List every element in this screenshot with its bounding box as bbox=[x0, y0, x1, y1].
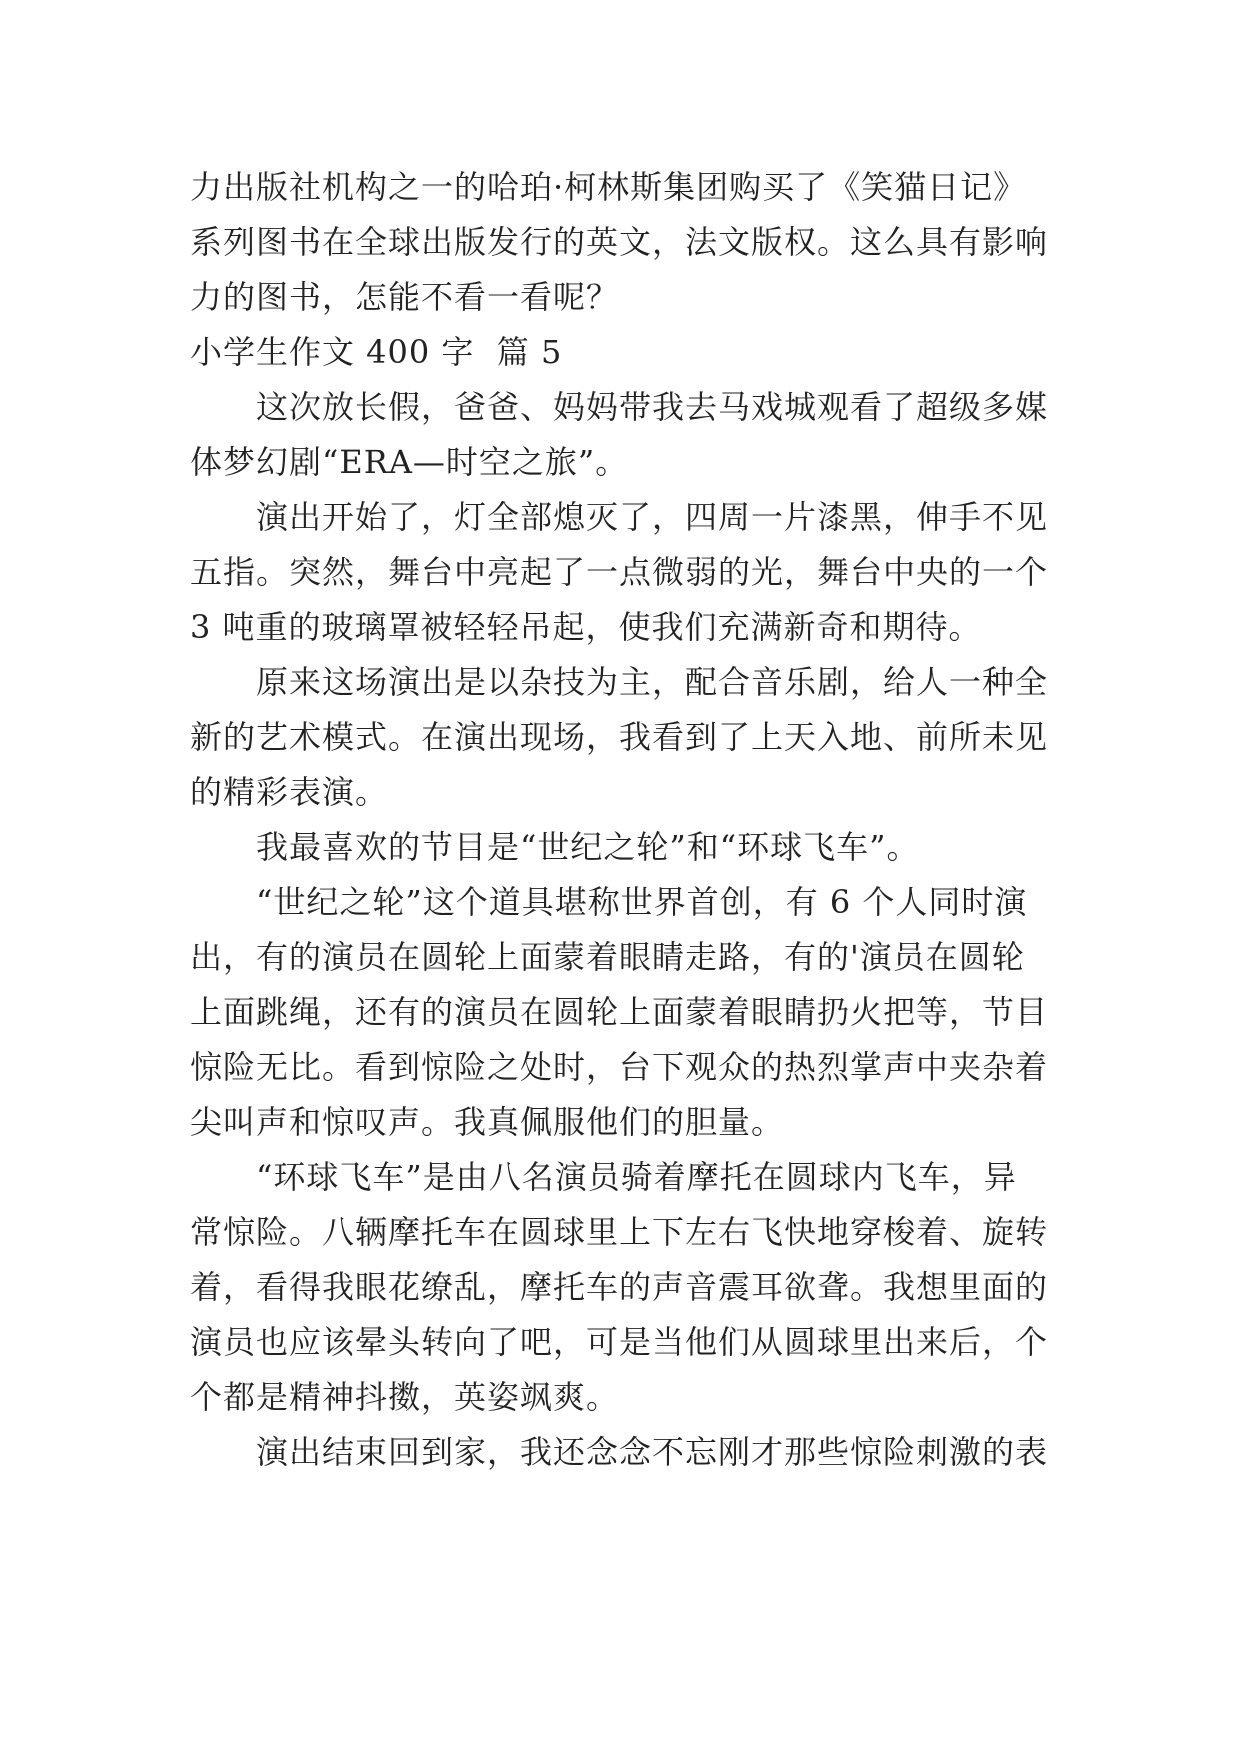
text-line: 着，看得我眼花缭乱，摩托车的声音震耳欲聋。我想里面的 bbox=[190, 1268, 1049, 1306]
text-line: 系列图书在全球出版发行的英文，法文版权。这么具有影响 bbox=[190, 223, 1049, 261]
paragraph-start-line: “环球飞车”是由八名演员骑着摩托在圆球内飞车，异 bbox=[256, 1158, 1017, 1196]
text-line: 上面跳绳，还有的演员在圆轮上面蒙着眼睛扔火把等，节目 bbox=[190, 993, 1049, 1031]
text-line: 力出版社机构之一的哈珀·柯林斯集团购买了《笑猫日记》 bbox=[190, 168, 1027, 206]
text-line: 的精彩表演。 bbox=[190, 773, 389, 811]
section-heading: 小学生作文 400 字 篇 5 bbox=[190, 333, 563, 371]
text-line: 新的艺术模式。在演出现场，我看到了上天入地、前所未见 bbox=[190, 718, 1049, 756]
paragraph-start-line: 这次放长假，爸爸、妈妈带我去马戏城观看了超级多媒 bbox=[256, 388, 1049, 426]
text-line: 惊险无比。看到惊险之处时，台下观众的热烈掌声中夹杂着 bbox=[190, 1048, 1049, 1086]
paragraph-start-line: 演出开始了，灯全部熄灭了，四周一片漆黑，伸手不见 bbox=[256, 498, 1049, 536]
text-line: 五指。突然，舞台中亮起了一点微弱的光，舞台中央的一个 bbox=[190, 553, 1049, 591]
text-line: 尖叫声和惊叹声。我真佩服他们的胆量。 bbox=[190, 1103, 785, 1141]
text-line: 演员也应该晕头转向了吧，可是当他们从圆球里出来后，个 bbox=[190, 1323, 1049, 1361]
paragraph-start-line: 演出结束回到家，我还念念不忘刚才那些惊险刺激的表 bbox=[256, 1433, 1049, 1471]
text-line: 出，有的演员在圆轮上面蒙着眼睛走路，有的'演员在圆轮 bbox=[190, 938, 1025, 976]
paragraph-start-line: 原来这场演出是以杂技为主，配合音乐剧，给人一种全 bbox=[256, 663, 1049, 701]
paragraph-start-line: 我最喜欢的节目是“世纪之轮”和“环球飞车”。 bbox=[256, 828, 920, 866]
paragraph-start-line: “世纪之轮”这个道具堪称世界首创，有 6 个人同时演 bbox=[256, 883, 1028, 921]
text-line: 个都是精神抖擞，英姿飒爽。 bbox=[190, 1378, 620, 1416]
document-body bbox=[190, 160, 1050, 1480]
text-line: 体梦幻剧“ERA—时空之旅”。 bbox=[190, 443, 629, 481]
text-line: 常惊险。八辆摩托车在圆球里上下左右飞快地穿梭着、旋转 bbox=[190, 1213, 1049, 1251]
text-line: 3 吨重的玻璃罩被轻轻吊起，使我们充满新奇和期待。 bbox=[190, 608, 982, 646]
text-line: 力的图书，怎能不看一看呢？ bbox=[190, 278, 620, 316]
